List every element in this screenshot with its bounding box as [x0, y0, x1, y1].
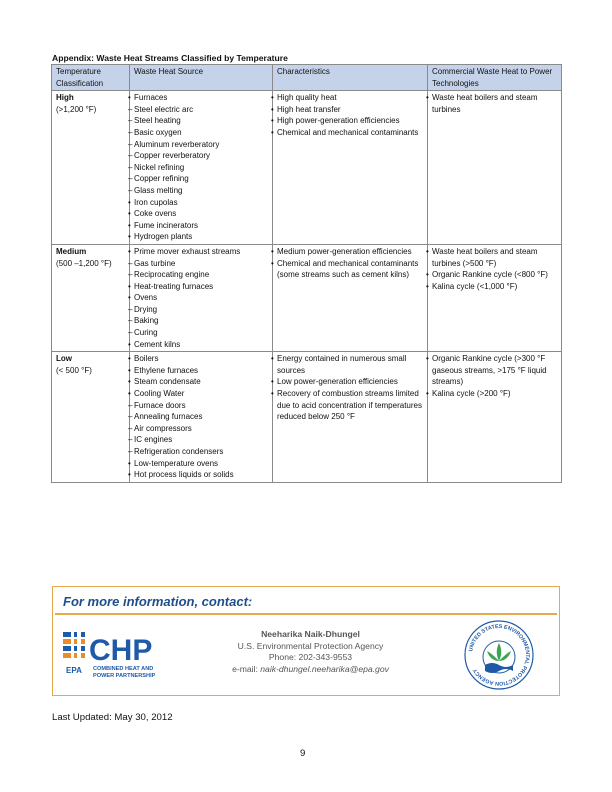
- sub-list-item: – Copper refining: [134, 173, 268, 185]
- chp-logo: [63, 629, 188, 679]
- list-item: • Kalina cycle (>200 °F): [432, 388, 557, 400]
- sub-list-item: – Steel heating: [134, 115, 268, 127]
- temperature-range: (< 500 °F): [56, 365, 92, 375]
- table-row: [52, 352, 562, 483]
- list-item: • Medium power-generation efficiencies: [277, 246, 423, 258]
- list-item: • Fume incinerators: [134, 220, 268, 232]
- list-item: • Furnaces: [134, 92, 268, 104]
- temperature-level: Medium: [56, 246, 87, 256]
- source-cell-list: [134, 92, 268, 243]
- list-item: • Ethylene furnaces: [134, 365, 268, 377]
- characteristics-cell-list: [277, 92, 423, 138]
- sub-list-item: – Aluminum reverberatory: [134, 139, 268, 151]
- list-item: • Heat-treating furnaces: [134, 281, 268, 293]
- source-cell: [130, 91, 273, 245]
- list-item: • Kalina cycle (<1,000 °F): [432, 281, 557, 293]
- list-item: • Low power-generation efficiencies: [277, 376, 423, 388]
- chp-logo-sub-2: POWER PARTNERSHIP: [93, 673, 156, 679]
- characteristics-cell: [273, 91, 428, 245]
- sub-list-item: – Air compressors: [134, 423, 268, 435]
- chp-logo-sub-1: COMBINED HEAT AND: [93, 666, 154, 672]
- source-cell: [130, 244, 273, 351]
- characteristics-cell: [273, 352, 428, 483]
- list-item: • Cement kilns: [134, 339, 268, 351]
- header-characteristics: Characteristics: [273, 65, 428, 91]
- table-header-row: [52, 65, 562, 91]
- epa-flower-icon: [483, 641, 515, 673]
- chp-logo-mark-icon: [63, 629, 85, 661]
- contact-agency: U.S. Environmental Protection Agency: [237, 640, 384, 651]
- page-title: Appendix: Waste Heat Streams Classified by Temperature: [52, 53, 288, 63]
- list-item: • Waste heat boilers and steam turbines: [432, 92, 557, 115]
- characteristics-cell-list: [277, 353, 423, 423]
- sub-list-item: – Steel electric arc: [134, 104, 268, 116]
- temperature-cell: [52, 244, 130, 351]
- epa-seal-text: UNITED STATES ENVIRONMENTAL PROTECTION AGENCY: [468, 623, 531, 687]
- temperature-range: (>1,200 °F): [56, 104, 97, 114]
- header-waste-heat-source: Waste Heat Source: [130, 65, 273, 91]
- contact-email-label: e-mail:: [232, 663, 258, 674]
- source-cell-list: [134, 353, 268, 481]
- technologies-cell: [428, 352, 562, 483]
- sub-list-item: – Nickel refining: [134, 162, 268, 174]
- sub-list-item: – Annealing furnaces: [134, 411, 268, 423]
- list-item: • Steam condensate: [134, 376, 268, 388]
- table-row: [52, 91, 562, 245]
- list-item: • Low-temperature ovens: [134, 458, 268, 470]
- characteristics-cell-list: [277, 246, 423, 281]
- table-body: [52, 91, 562, 483]
- list-item: • Chemical and mechanical contaminants (some streams such as cement kilns): [277, 258, 423, 281]
- header-technologies: Commercial Waste Heat to Power Technologies: [428, 65, 562, 91]
- chp-logo-epa: EPA: [66, 666, 82, 675]
- chp-logo-text: CHP: [89, 634, 153, 667]
- characteristics-cell: [273, 244, 428, 351]
- list-item: • Recovery of combustion streams limited due to acid concentration if temperatures reduced below 250 °F: [277, 388, 423, 423]
- source-cell-list: [134, 246, 268, 350]
- temperature-cell: [52, 352, 130, 483]
- sub-list-item: – Drying: [134, 304, 268, 316]
- contact-heading: For more information, contact:: [63, 594, 253, 609]
- technologies-cell: [428, 244, 562, 351]
- list-item: • Cooling Water: [134, 388, 268, 400]
- temperature-range: (500 –1,200 °F): [56, 258, 112, 268]
- technologies-cell: [428, 91, 562, 245]
- page-number: 9: [300, 748, 306, 759]
- sub-list-item: – Baking: [134, 315, 268, 327]
- table-row: [52, 244, 562, 351]
- list-item: • High heat transfer: [277, 104, 423, 116]
- sub-list-item: – Refrigeration condensers: [134, 446, 268, 458]
- contact-person: [203, 629, 418, 675]
- contact-divider: [55, 613, 557, 615]
- sub-list-item: – Curing: [134, 327, 268, 339]
- list-item: • Waste heat boilers and steam turbines (>500 °F): [432, 246, 557, 269]
- contact-email-line: [203, 664, 418, 676]
- sub-list-item: – Copper reverberatory: [134, 150, 268, 162]
- sub-list-item: – Basic oxygen: [134, 127, 268, 139]
- source-cell: [130, 352, 273, 483]
- technologies-cell-list: [432, 92, 557, 115]
- contact-box: [52, 586, 560, 696]
- temperature-cell: [52, 91, 130, 245]
- list-item: • High quality heat: [277, 92, 423, 104]
- technologies-cell-list: [432, 353, 557, 399]
- sub-list-item: – IC engines: [134, 434, 268, 446]
- contact-email[interactable]: naik-dhungel.neeharika@epa.gov: [260, 663, 389, 674]
- list-item: • Hot process liquids or solids: [134, 469, 268, 481]
- list-item: • Ovens: [134, 292, 268, 304]
- temperature-level: High: [56, 93, 74, 103]
- list-item: • High power-generation efficiencies: [277, 115, 423, 127]
- list-item: • Organic Rankine cycle (<800 °F): [432, 269, 557, 281]
- sub-list-item: – Gas turbine: [134, 258, 268, 270]
- list-item: • Energy contained in numerous small sources: [277, 353, 423, 376]
- sub-list-item: – Glass melting: [134, 185, 268, 197]
- list-item: • Boilers: [134, 353, 268, 365]
- contact-name: Neeharika Naik-Dhungel: [261, 629, 360, 639]
- temperature-level: Low: [56, 354, 72, 364]
- sub-list-item: – Reciprocating engine: [134, 269, 268, 281]
- contact-phone: Phone: 202-343-9553: [268, 652, 353, 662]
- list-item: • Hydrogen plants: [134, 231, 268, 243]
- waste-heat-table: [51, 64, 562, 483]
- sub-list-item: – Furnace doors: [134, 400, 268, 412]
- list-item: • Organic Rankine cycle (>300 °F gaseous streams, >175 °F liquid streams): [432, 353, 557, 388]
- technologies-cell-list: [432, 246, 557, 292]
- list-item: • Iron cupolas: [134, 197, 268, 209]
- last-updated: Last Updated: May 30, 2012: [52, 712, 173, 723]
- list-item: • Coke ovens: [134, 208, 268, 220]
- list-item: • Chemical and mechanical contaminants: [277, 127, 423, 139]
- epa-seal: [463, 619, 535, 691]
- list-item: • Prime mover exhaust streams: [134, 246, 268, 258]
- header-temperature-classification: Temperature Classification: [52, 65, 130, 91]
